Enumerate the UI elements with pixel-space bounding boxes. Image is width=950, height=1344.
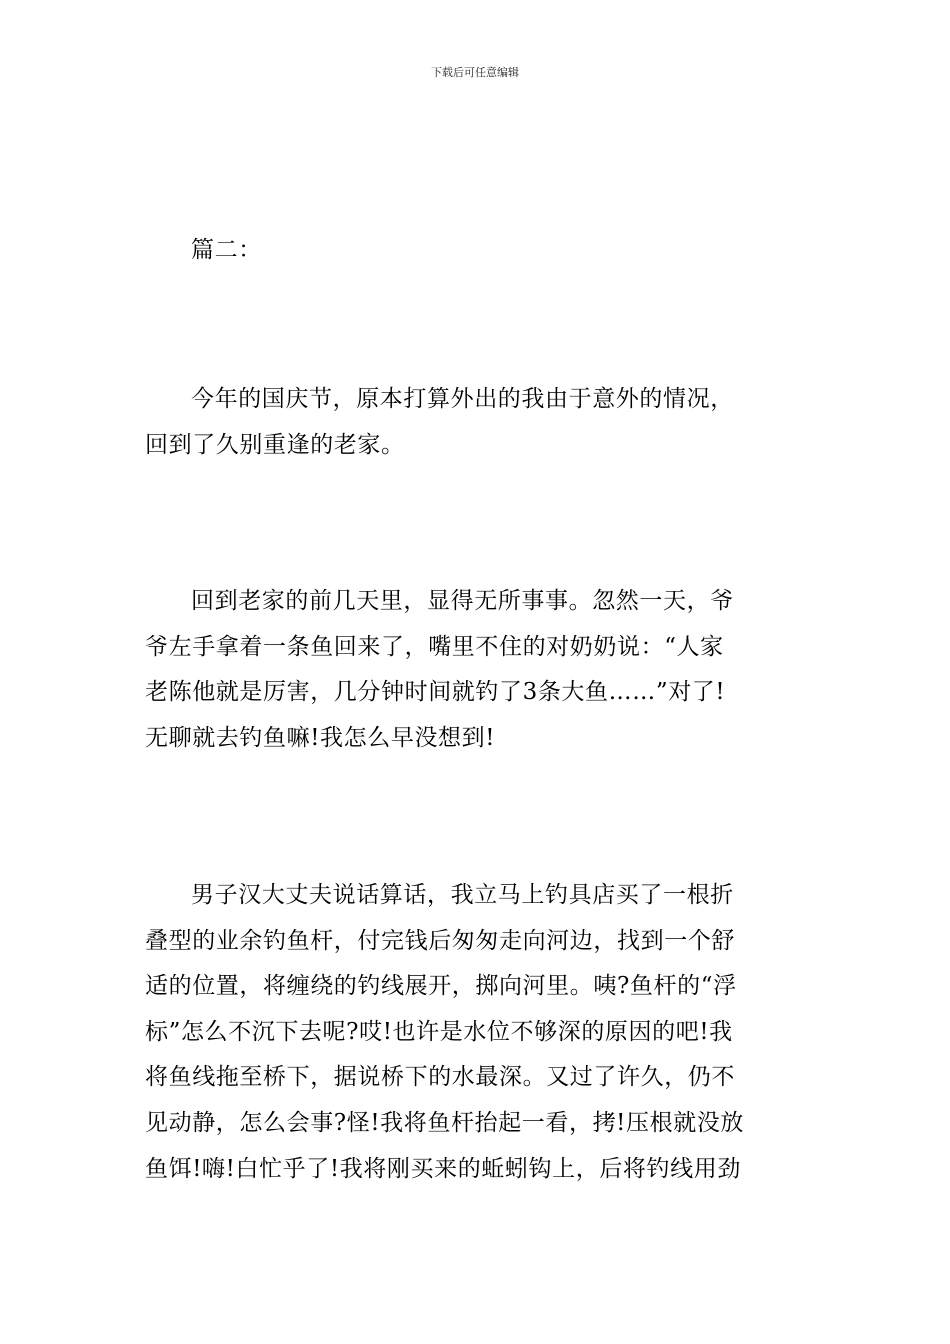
paragraph-line: 叠型的业余钓鱼杆，付完钱后匆匆走向河边，找到一个舒	[145, 927, 735, 954]
paragraph-line: 今年的国庆节，原本打算外出的我由于意外的情况，	[191, 386, 734, 412]
page-header: 下载后可任意编辑	[431, 66, 519, 79]
paragraph-line: 爷左手拿着一条鱼回来了，嘴里不住的对奶奶说：“人家	[145, 633, 724, 660]
paragraph-1	[145, 377, 805, 468]
paragraph-line: 无聊就去钓鱼嘛!我怎么早没想到!	[145, 724, 496, 751]
paragraph-line: 回到老家的前几天里，显得无所事事。忽然一天，爷	[191, 588, 734, 614]
paragraph-line: 老陈他就是厉害，几分钟时间就钓了3条大鱼……”对了!	[145, 679, 726, 706]
section-heading: 篇二：	[191, 237, 262, 263]
paragraph-2	[145, 579, 805, 761]
paragraph-line: 适的位置，将缠绕的钓线展开，掷向河里。咦?鱼杆的“浮	[145, 973, 737, 1000]
paragraph-line: 男子汉大丈夫说话算话，我立马上钓具店买了一根折	[191, 882, 734, 908]
paragraph-line: 鱼饵!嗨!白忙乎了!我将刚买来的蚯蚓钩上，后将钓线用劲	[145, 1155, 741, 1182]
paragraph-line: 标”怎么不沉下去呢?哎!也许是水位不够深的原因的吧!我	[145, 1018, 733, 1045]
paragraph-line: 见动静，怎么会事?怪!我将鱼杆抬起一看，拷!压根就没放	[145, 1109, 745, 1136]
paragraph-3	[145, 873, 805, 1192]
paragraph-line: 回到了久别重逢的老家。	[145, 431, 405, 458]
paragraph-line: 将鱼线拖至桥下，据说桥下的水最深。又过了许久，仍不	[145, 1064, 735, 1091]
